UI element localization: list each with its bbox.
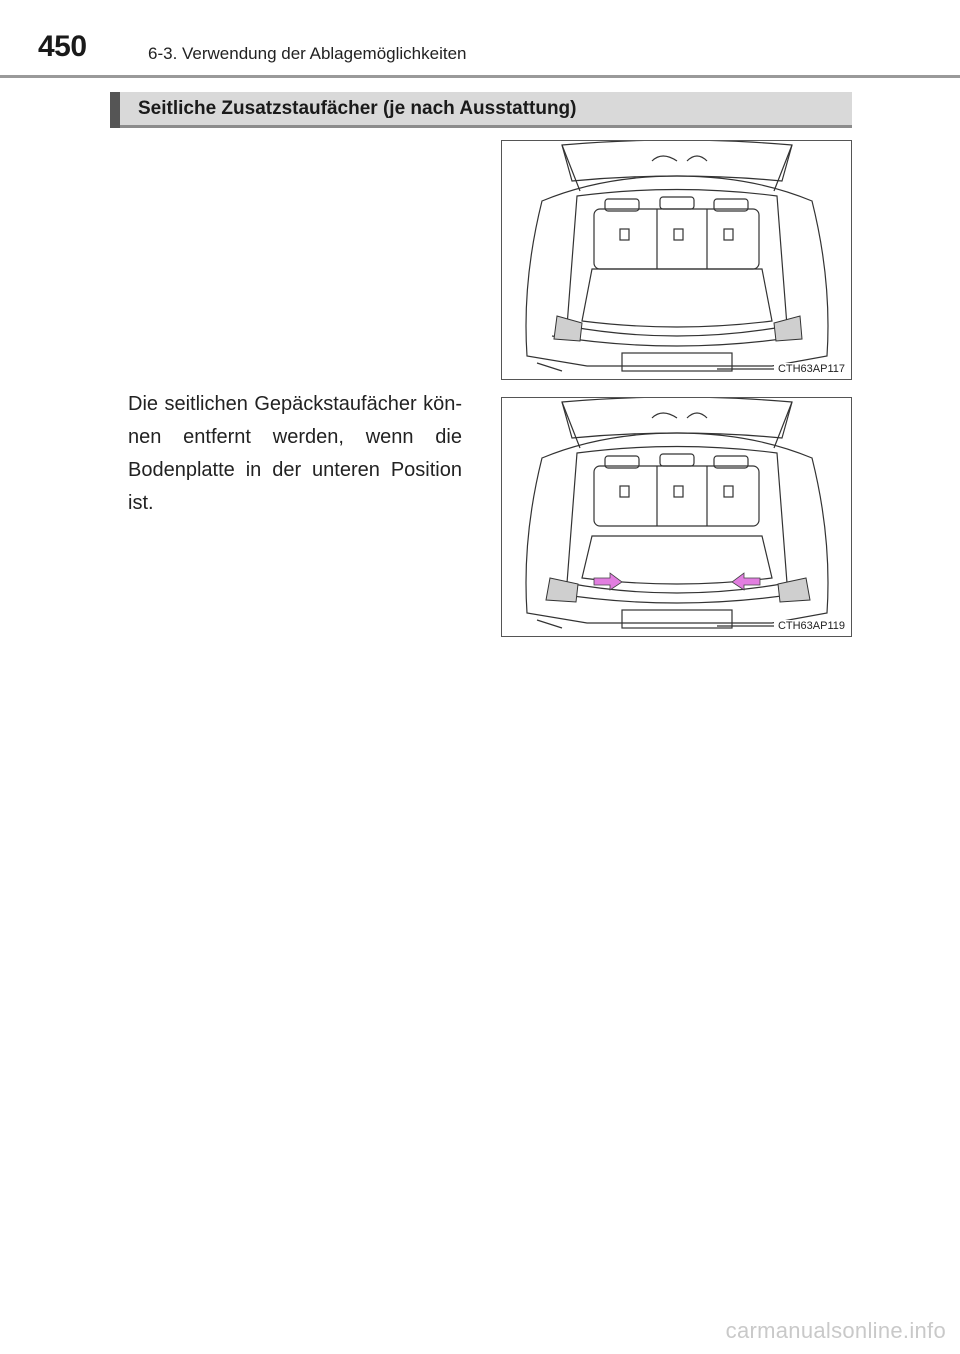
page-number: 450 <box>38 30 87 63</box>
heading-accent <box>110 92 120 128</box>
trunk-removal-illustration <box>502 398 852 637</box>
left-compartment <box>546 578 578 602</box>
right-compartment <box>774 316 802 341</box>
section-path: 6-3. Verwendung der Ablagemöglichkeiten <box>148 44 467 63</box>
figure-code: CTH63AP117 <box>774 363 845 375</box>
body-paragraph: Die seitlichen Gepäckstaufächer kön-nen entfernt werden, wenn die Bodenplatte in der unteren Position ist. <box>128 393 462 514</box>
top-rule <box>0 75 960 78</box>
section-title: Seitliche Zusatzstaufächer (je nach Ausstattung) <box>138 98 577 119</box>
watermark: carmanualsonline.info <box>725 1318 946 1343</box>
figure-code: CTH63AP119 <box>774 620 845 632</box>
figure-trunk-compartments <box>501 140 852 380</box>
trunk-illustration <box>502 141 852 380</box>
section-heading <box>110 92 852 128</box>
left-compartment <box>554 316 582 341</box>
right-compartment <box>778 578 810 602</box>
figure-compartment-removal <box>501 397 852 637</box>
